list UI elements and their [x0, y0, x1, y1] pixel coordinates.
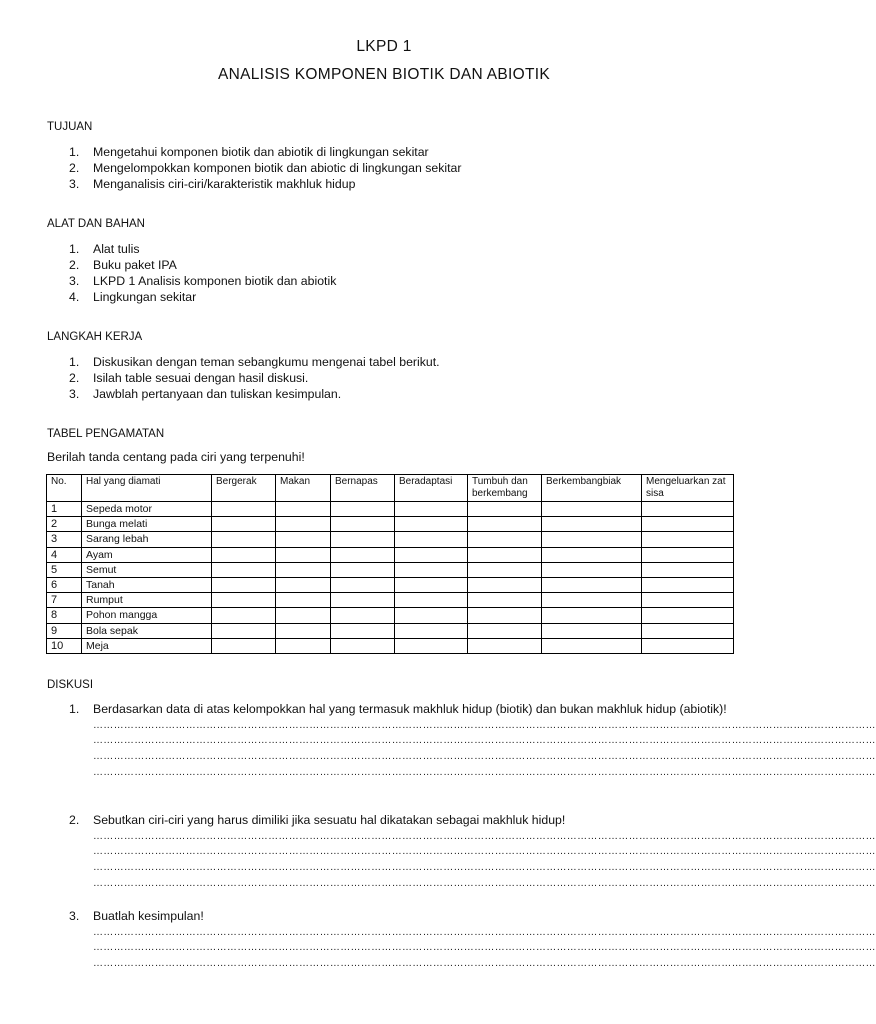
diskusi-heading: DISKUSI — [47, 679, 94, 691]
table-row — [47, 502, 734, 517]
check-cell[interactable] — [468, 532, 542, 547]
row-number: 7 — [47, 593, 82, 608]
check-cell[interactable] — [542, 502, 642, 517]
answer-line[interactable]: ………………………………………………………………………………………………………………………………………………………………………………………………………… — [93, 750, 876, 762]
check-cell[interactable] — [331, 562, 395, 577]
check-cell[interactable] — [468, 577, 542, 592]
answer-line[interactable]: ………………………………………………………………………………………………………………………………………………………………………………………………………… — [93, 719, 876, 731]
column-header: Hal yang diamati — [82, 475, 212, 502]
check-cell[interactable] — [395, 547, 468, 562]
check-cell[interactable] — [276, 623, 331, 638]
check-cell[interactable] — [642, 517, 734, 532]
page-subtitle: ANALISIS KOMPONEN BIOTIK DAN ABIOTIK — [217, 66, 551, 83]
list-item: 3. Jawblah pertanyaan dan tuliskan kesimpulan. — [69, 387, 342, 401]
row-item: Sepeda motor — [82, 502, 212, 517]
tabel-heading: TABEL PENGAMATAN — [47, 428, 165, 440]
check-cell[interactable] — [331, 517, 395, 532]
column-header: Bernapas — [331, 475, 395, 502]
check-cell[interactable] — [395, 502, 468, 517]
answer-line[interactable]: ………………………………………………………………………………………………………………………………………………………………………………………………………… — [93, 942, 876, 954]
check-cell[interactable] — [331, 638, 395, 653]
check-cell[interactable] — [542, 623, 642, 638]
row-number: 2 — [47, 517, 82, 532]
question-text: Buatlah kesimpulan! — [93, 909, 204, 923]
check-cell[interactable] — [642, 608, 734, 623]
check-cell[interactable] — [468, 562, 542, 577]
column-header: Berkembangbiak — [542, 475, 642, 502]
question-number: 3. — [69, 909, 80, 923]
question-number: 2. — [69, 813, 80, 827]
langkah-list — [47, 354, 440, 402]
column-header: Bergerak — [212, 475, 276, 502]
check-cell[interactable] — [542, 593, 642, 608]
list-item: 4. Lingkungan sekitar — [69, 290, 197, 304]
page-title: LKPD 1 — [356, 38, 412, 55]
list-item: 2. Mengelompokkan komponen biotik dan abiotic di lingkungan sekitar — [69, 161, 462, 175]
row-item: Bunga melati — [82, 517, 212, 532]
column-header: Beradaptasi — [395, 475, 468, 502]
check-cell[interactable] — [395, 593, 468, 608]
check-cell[interactable] — [276, 517, 331, 532]
table-row — [47, 532, 734, 547]
answer-line[interactable]: ………………………………………………………………………………………………………………………………………………………………………………………………………… — [93, 877, 876, 889]
check-cell[interactable] — [331, 593, 395, 608]
list-item: 1. Alat tulis — [69, 242, 140, 256]
check-cell[interactable] — [468, 547, 542, 562]
row-item: Ayam — [82, 547, 212, 562]
row-item: Sarang lebah — [82, 532, 212, 547]
question-text: Sebutkan ciri-ciri yang harus dimiliki jika sesuatu hal dikatakan sebagai makhluk hidup! — [93, 813, 566, 827]
check-cell[interactable] — [542, 608, 642, 623]
row-number: 5 — [47, 562, 82, 577]
list-item: 1. Diskusikan dengan teman sebangkumu mengenai tabel berikut. — [69, 355, 440, 369]
row-number: 1 — [47, 502, 82, 517]
tabel-intro: Berilah tanda centang pada ciri yang terpenuhi! — [47, 450, 305, 464]
check-cell[interactable] — [331, 623, 395, 638]
check-cell[interactable] — [331, 608, 395, 623]
column-header: Tumbuh dan berkembang — [468, 475, 542, 502]
check-cell[interactable] — [212, 562, 276, 577]
question-text: Berdasarkan data di atas kelompokkan hal yang termasuk makhluk hidup (biotik) dan bukan makhluk hidup (abiotik)! — [93, 702, 727, 716]
check-cell[interactable] — [276, 562, 331, 577]
check-cell[interactable] — [212, 547, 276, 562]
row-item: Semut — [82, 562, 212, 577]
table-row — [47, 638, 734, 653]
check-cell[interactable] — [468, 502, 542, 517]
row-item: Tanah — [82, 577, 212, 592]
answer-line[interactable]: ………………………………………………………………………………………………………………………………………………………………………………………………………… — [93, 926, 876, 938]
table-row — [47, 623, 734, 638]
check-cell[interactable] — [542, 577, 642, 592]
row-item: Pohon mangga — [82, 608, 212, 623]
tujuan-heading: TUJUAN — [47, 121, 93, 133]
check-cell[interactable] — [542, 562, 642, 577]
discussion-question-3 — [47, 909, 876, 972]
check-cell[interactable] — [542, 547, 642, 562]
list-item: 3. LKPD 1 Analisis komponen biotik dan abiotik — [69, 274, 337, 288]
check-cell[interactable] — [276, 577, 331, 592]
row-number: 3 — [47, 532, 82, 547]
check-cell[interactable] — [276, 502, 331, 517]
check-cell[interactable] — [212, 577, 276, 592]
langkah-heading: LANGKAH KERJA — [47, 331, 143, 343]
check-cell[interactable] — [212, 623, 276, 638]
row-number: 8 — [47, 608, 82, 623]
check-cell[interactable] — [331, 547, 395, 562]
row-number: 4 — [47, 547, 82, 562]
row-number: 9 — [47, 623, 82, 638]
column-header: Makan — [276, 475, 331, 502]
check-cell[interactable] — [642, 638, 734, 653]
list-item: 3. Menganalisis ciri-ciri/karakteristik makhluk hidup — [69, 177, 356, 191]
check-cell[interactable] — [642, 547, 734, 562]
answer-line[interactable]: ………………………………………………………………………………………………………………………………………………………………………………………………………… — [93, 846, 876, 858]
table-row — [47, 562, 734, 577]
observation-table — [46, 474, 734, 654]
row-number: 10 — [47, 638, 82, 653]
check-cell[interactable] — [468, 608, 542, 623]
check-cell[interactable] — [395, 623, 468, 638]
answer-line[interactable]: ………………………………………………………………………………………………………………………………………………………………………………………………………… — [93, 957, 876, 969]
check-cell[interactable] — [276, 532, 331, 547]
table-row — [47, 608, 734, 623]
row-item: Bola sepak — [82, 623, 212, 638]
check-cell[interactable] — [212, 532, 276, 547]
answer-line[interactable]: ………………………………………………………………………………………………………………………………………………………………………………………………………… — [93, 766, 876, 778]
list-item: 1. Mengetahui komponen biotik dan abiotik di lingkungan sekitar — [69, 145, 429, 159]
check-cell[interactable] — [642, 502, 734, 517]
column-header: No. — [47, 475, 82, 502]
row-number: 6 — [47, 577, 82, 592]
table-row — [47, 593, 734, 608]
discussion-question-2 — [47, 813, 876, 891]
list-item: 2. Isilah table sesuai dengan hasil diskusi. — [69, 371, 309, 385]
check-cell[interactable] — [276, 593, 331, 608]
check-cell[interactable] — [642, 623, 734, 638]
check-cell[interactable] — [395, 562, 468, 577]
check-cell[interactable] — [395, 517, 468, 532]
answer-line[interactable]: ………………………………………………………………………………………………………………………………………………………………………………………………………… — [93, 735, 876, 747]
check-cell[interactable] — [331, 532, 395, 547]
tujuan-list — [47, 144, 461, 192]
check-cell[interactable] — [212, 608, 276, 623]
check-cell[interactable] — [642, 593, 734, 608]
check-cell[interactable] — [276, 547, 331, 562]
row-item: Meja — [82, 638, 212, 653]
table-row — [47, 577, 734, 592]
check-cell[interactable] — [276, 608, 331, 623]
alat-list — [47, 241, 336, 305]
answer-line[interactable]: ………………………………………………………………………………………………………………………………………………………………………………………………………… — [93, 830, 876, 842]
check-cell[interactable] — [468, 638, 542, 653]
answer-line[interactable]: ………………………………………………………………………………………………………………………………………………………………………………………………………… — [93, 861, 876, 873]
check-cell[interactable] — [642, 577, 734, 592]
check-cell[interactable] — [468, 517, 542, 532]
table-row — [47, 517, 734, 532]
check-cell[interactable] — [395, 532, 468, 547]
table-header-row — [47, 475, 734, 502]
check-cell[interactable] — [468, 593, 542, 608]
column-header: Mengeluarkan zat sisa — [642, 475, 734, 502]
check-cell[interactable] — [212, 502, 276, 517]
table-row — [47, 547, 734, 562]
list-item: 2. Buku paket IPA — [69, 258, 177, 272]
check-cell[interactable] — [542, 517, 642, 532]
row-item: Rumput — [82, 593, 212, 608]
check-cell[interactable] — [395, 608, 468, 623]
discussion-question-1 — [47, 702, 876, 780]
check-cell[interactable] — [642, 532, 734, 547]
check-cell[interactable] — [468, 623, 542, 638]
check-cell[interactable] — [276, 638, 331, 653]
check-cell[interactable] — [331, 502, 395, 517]
check-cell[interactable] — [542, 638, 642, 653]
question-number: 1. — [69, 702, 80, 716]
check-cell[interactable] — [212, 517, 276, 532]
alat-heading: ALAT DAN BAHAN — [47, 218, 145, 230]
check-cell[interactable] — [331, 577, 395, 592]
check-cell[interactable] — [212, 593, 276, 608]
check-cell[interactable] — [395, 577, 468, 592]
check-cell[interactable] — [542, 532, 642, 547]
check-cell[interactable] — [212, 638, 276, 653]
check-cell[interactable] — [395, 638, 468, 653]
check-cell[interactable] — [642, 562, 734, 577]
